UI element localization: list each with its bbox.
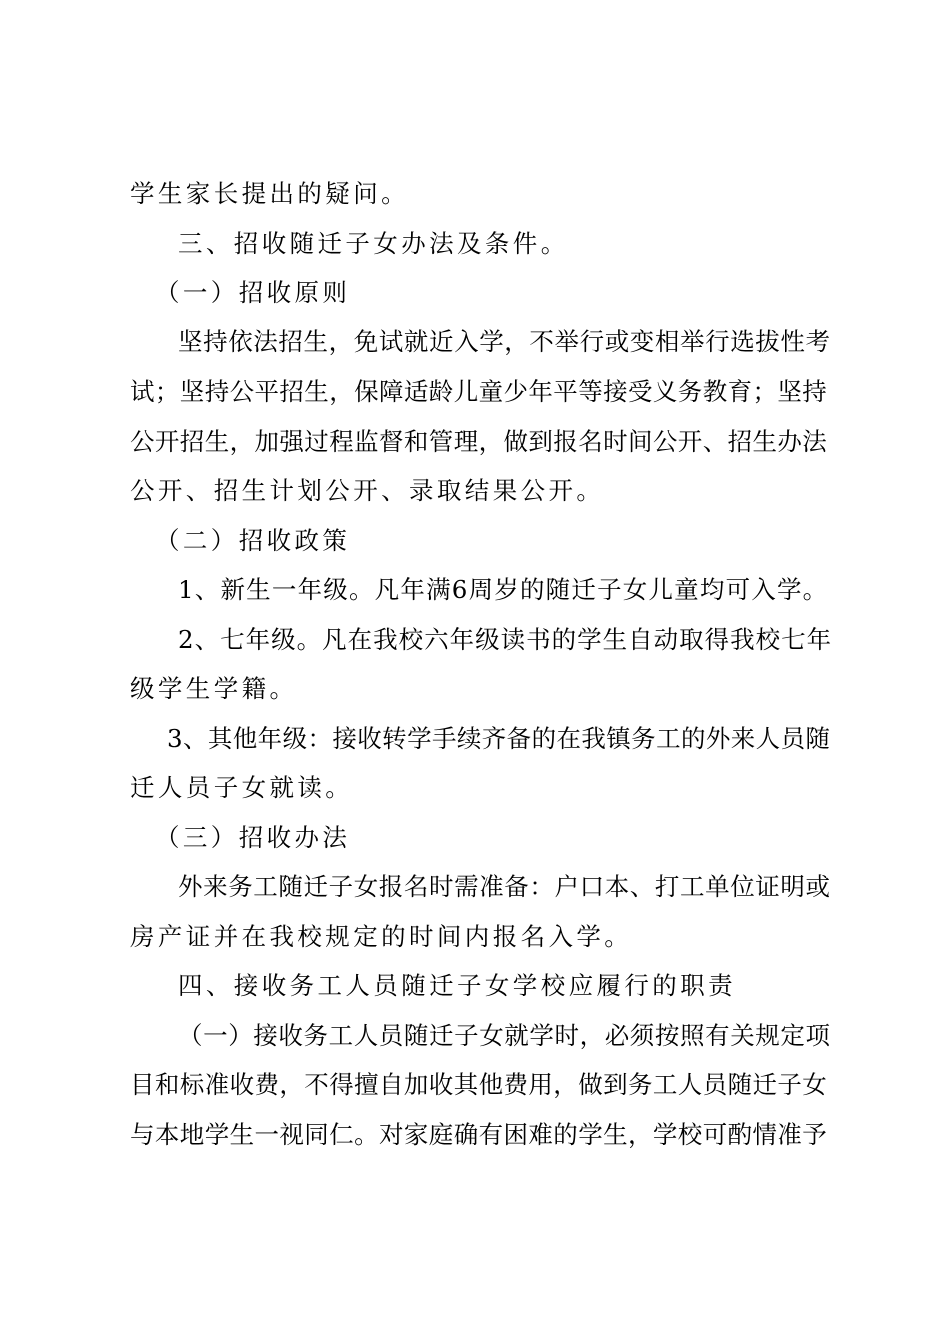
section-heading-3: 三、招收随迁子女办法及条件。 [178,229,569,258]
text-line-7: 公开、招生计划公开、录取结果公开。 [130,476,605,505]
text-line-19: 目和标准收费，不得擅自加收其他费用，做到务工人员随迁子女 [130,1070,828,1099]
text-line-16: 房产证并在我校规定的时间内报名入学。 [130,922,633,951]
text-line-18: （一）接收务工人员随迁子女就学时，必须按照有关规定项 [178,1021,831,1050]
text-line-5: 试；坚持公平招生，保障适龄儿童少年平等接受义务教育；坚持 [130,377,828,406]
policy-item-2-cont: 级学生学籍。 [130,674,298,703]
text-line-6: 公开招生，加强过程监督和管理，做到报名时间公开、招生办法 [130,427,828,456]
text-line-1: 学生家长提出的疑问。 [130,179,409,208]
text-line-15: 外来务工随迁子女报名时需准备：户口本、打工单位证明或 [178,872,831,901]
text-line-4: 坚持依法招生，免试就近入学，不举行或变相举行选拔性考 [178,327,831,356]
section-heading-4: 四、接收务工人员随迁子女学校应履行的职责 [178,971,736,1000]
subsection-heading-principles: （一）招收原则 [155,278,351,307]
policy-item-2: 2、七年级。凡在我校六年级读书的学生自动取得我校七年 [178,625,833,654]
subsection-heading-policy: （二）招收政策 [155,526,351,555]
subsection-heading-method: （三）招收办法 [155,823,351,852]
policy-item-1: 1、新生一年级。凡年满6周岁的随迁子女儿童均可入学。 [178,575,829,604]
policy-item-3: 3、其他年级：接收转学手续齐备的在我镇务工的外来人员随 [167,724,831,753]
policy-item-3-cont: 迁人员子女就读。 [130,773,354,802]
text-line-20: 与本地学生一视同仁。对家庭确有困难的学生，学校可酌情准予 [130,1120,828,1149]
